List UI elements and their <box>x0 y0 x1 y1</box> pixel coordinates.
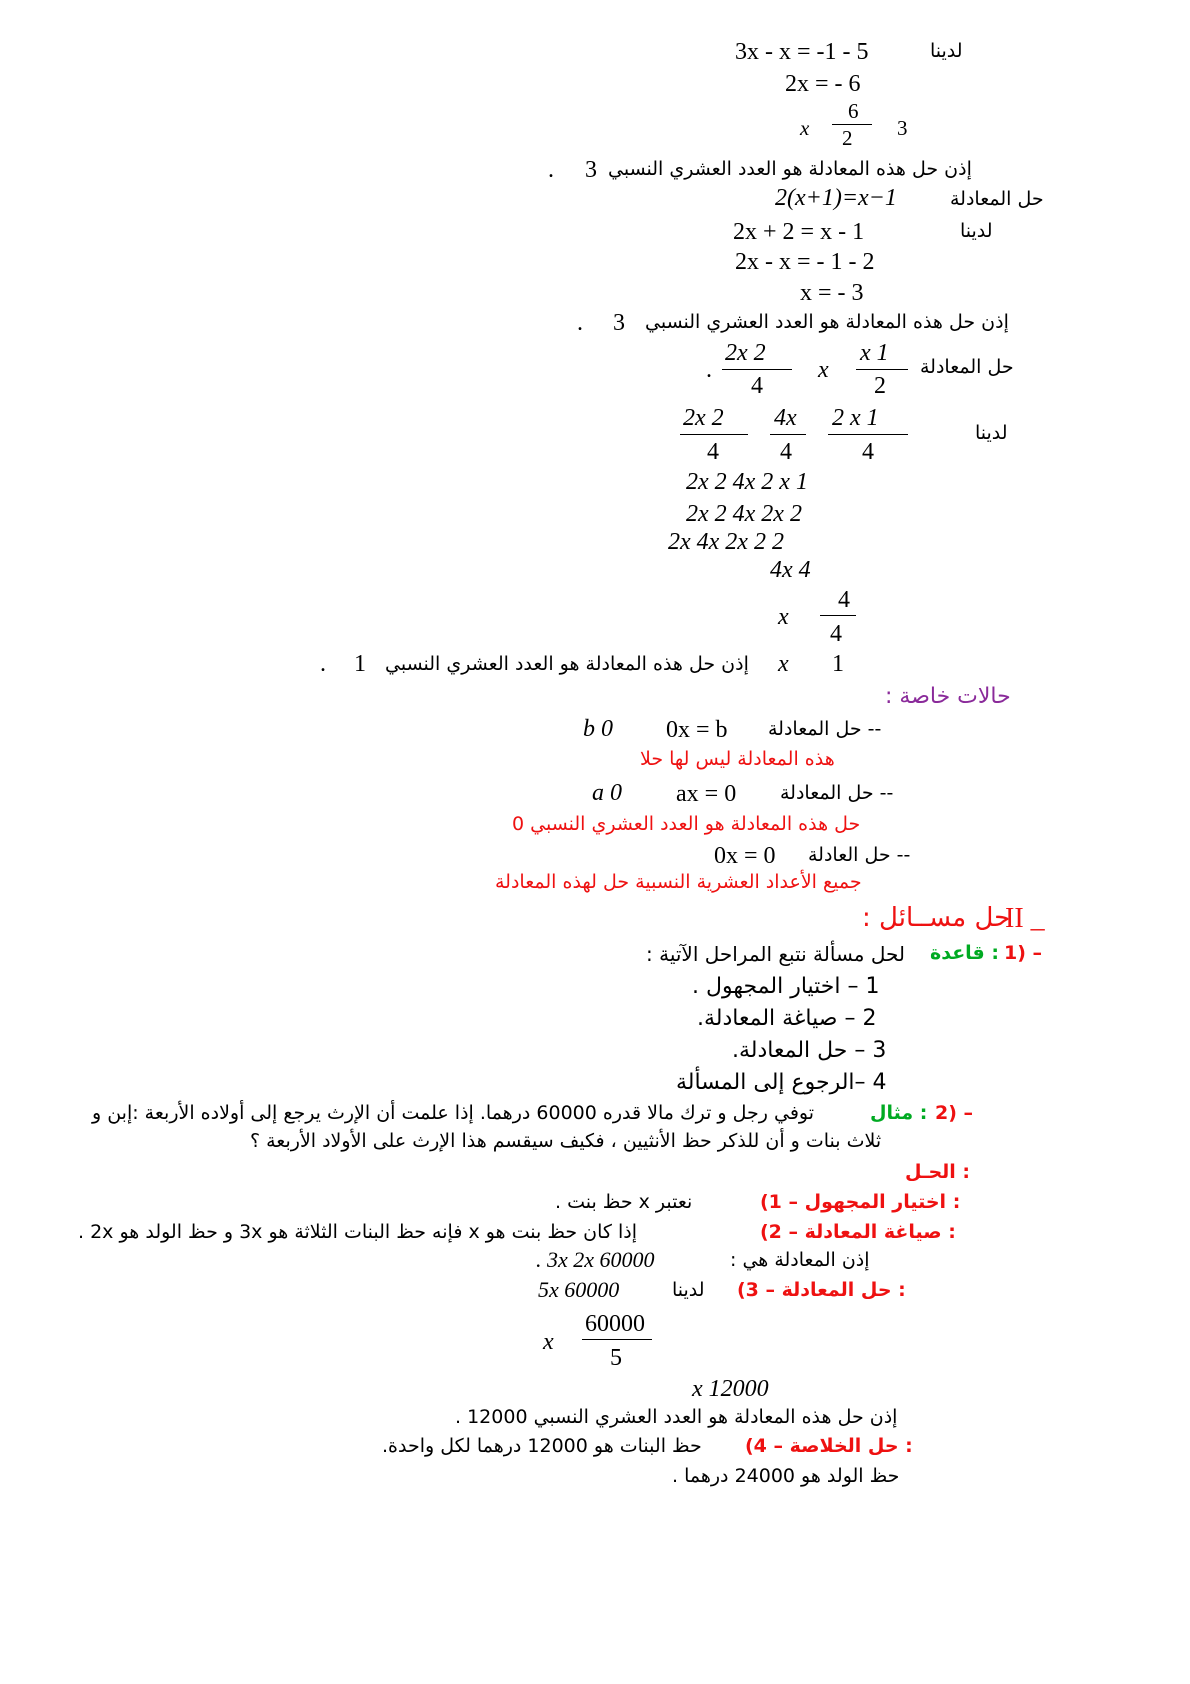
ex1-step3-x: x <box>800 116 810 140</box>
rule-text: لحل مسألة نتبع المراحل الآتية : <box>646 942 906 966</box>
ex3-ladayna: لدينا <box>975 422 1008 444</box>
ex3-s1-c-num: 2 x 1 <box>832 405 879 431</box>
ex3-step2: 2x 2 4x 2 x 1 <box>686 469 808 495</box>
ex3-s1-c-den: 4 <box>862 439 874 465</box>
solution-step3-num: 60000 <box>585 1311 645 1337</box>
special-c1-cond: b 0 <box>583 716 613 742</box>
ex3-eq-dot: . <box>706 357 712 383</box>
ex1-step1: 3x - x = -1 - 5 <box>735 39 869 65</box>
example-text-line1: توفي رجل و ترك مالا قدره 60000 درهما. إذا علمت أن الإرث يرجع إلى أولاده الأربعة :إبن و <box>92 1102 815 1124</box>
ex3-step3: 2x 2 4x 2x 2 <box>686 501 802 527</box>
ex1-step3-num: 6 <box>848 99 859 123</box>
solution-step2-label: (2 – صياغة المعادلة : <box>760 1221 956 1243</box>
ex2-equation: 2(x+1)=x−1 <box>775 185 897 211</box>
ex2-step3: x = - 3 <box>800 280 864 306</box>
special-c1-label: -- حل المعادلة <box>768 718 882 740</box>
ex3-s1-a-num: 2x 2 <box>683 405 724 431</box>
special-c2-cond: a 0 <box>592 780 622 806</box>
ex3-step6-den: 4 <box>830 621 842 647</box>
example-text-line2: ثلاث بنات و أن للذكر حظ الأنثيين ، فكيف سيقسم هذا الإرث على الأولاد الأربعة ؟ <box>250 1130 882 1152</box>
example-label: مثال : <box>870 1102 928 1124</box>
solution-step3-label: (3 – حل المعادلة : <box>737 1279 906 1301</box>
special-c3-result: جميع الأعداد العشرية النسبية حل لهذه المعادلة <box>495 871 862 893</box>
solution-step4-text2: حظ الولد هو 24000 درهما . <box>672 1465 900 1487</box>
solution-step2-text: إذا كان حظ بنت هو x فإنه حظ البنات الثلاثة هو 3x و حظ الولد هو 2x . <box>78 1221 638 1243</box>
ex2-conclusion-value: 3 <box>613 310 625 336</box>
solution-step3-result: x 12000 <box>692 1376 769 1402</box>
solution-step3-den: 5 <box>610 1345 622 1371</box>
ex3-eq-right-den: 2 <box>874 373 886 399</box>
ex1-step3-result: 3 <box>897 116 908 140</box>
ex2-conclusion: إذن حل هذه المعادلة هو العدد العشري النسبي <box>645 311 1009 333</box>
ex3-step5: 4x 4 <box>770 557 811 583</box>
ex3-step6-x: x <box>778 604 789 630</box>
problems-heading: حل مســائل : <box>862 903 1011 933</box>
ex3-s1-b-num: 4x <box>774 405 797 431</box>
step-2: 2 – صياغة المعادلة. <box>697 1006 877 1031</box>
ex3-eq-left-den: 4 <box>751 373 763 399</box>
ex1-conclusion: إذن حل هذه المعادلة هو العدد العشري النسبي <box>608 158 972 180</box>
ex3-conclusion: إذن حل هذه المعادلة هو العدد العشري النسبي <box>385 653 749 675</box>
special-c3-label: -- حل العادلة <box>808 844 911 866</box>
special-c1-eq: 0x = b <box>666 717 728 743</box>
ex1-step3-den: 2 <box>842 126 853 150</box>
ex3-s1-b-bar <box>770 434 806 435</box>
ex1-conclusion-value: 3 <box>585 157 597 183</box>
problems-heading-number: II _ <box>1005 903 1045 934</box>
ex3-step7-x: x <box>778 651 789 677</box>
solution-step1-text: نعتبر x حظ بنت . <box>555 1191 693 1213</box>
solution-step3-line1: 5x 60000 <box>538 1277 620 1302</box>
solution-label: الحـل : <box>905 1161 971 1183</box>
ex3-step7-val: 1 <box>832 651 844 677</box>
ex1-frac-bar <box>832 124 872 125</box>
ex3-eq-right-bar <box>856 369 908 370</box>
ex1-step2: 2x = - 6 <box>785 71 861 97</box>
step-1: 1 – اختيار المجهول . <box>692 974 880 999</box>
special-c2-result: حل هذه المعادلة هو العدد العشري النسبي 0 <box>512 813 861 835</box>
ex3-dot: . <box>320 651 326 677</box>
ex3-step4: 2x 4x 2x 2 2 <box>668 529 784 555</box>
ex1-dot: . <box>548 157 554 183</box>
ex3-eq-left-num: 2x 2 <box>725 340 766 366</box>
solution-step3-ladayna: لدينا <box>672 1279 705 1301</box>
ex3-eq-left-bar <box>722 369 792 370</box>
step-4: 4 –الرجوع إلى المسألة <box>676 1070 887 1095</box>
solution-step2-eq: . 3x 2x 60000 <box>536 1247 655 1272</box>
special-c2-label: -- حل المعادلة <box>780 782 894 804</box>
special-cases-title: حالات خاصة : <box>885 684 1011 709</box>
ex3-step6-bar <box>820 615 856 616</box>
ex3-eq-mid: x <box>818 357 829 383</box>
ex3-s1-a-den: 4 <box>707 439 719 465</box>
rule-label: قاعدة : <box>930 942 999 964</box>
ex3-eq-right-num: x 1 <box>860 340 889 366</box>
ex2-dot: . <box>577 310 583 336</box>
ex2-step2: 2x - x = - 1 - 2 <box>735 249 875 275</box>
special-c2-eq: ax = 0 <box>676 781 737 807</box>
ex3-s1-b-den: 4 <box>780 439 792 465</box>
ex3-conclusion-value: 1 <box>354 651 366 677</box>
ex3-step6-num: 4 <box>838 587 850 613</box>
solution-step4-label: (4 – حل الخلاصة : <box>745 1435 913 1457</box>
solution-step3-conclusion: إذن حل هذه المعادلة هو العدد العشري النسبي 12000 . <box>455 1406 898 1428</box>
special-c1-result: هذه المعادلة ليس لها حلا <box>640 748 835 770</box>
ex1-ladayna: لدينا <box>930 40 963 62</box>
solution-step4-text: حظ البنات هو 12000 درهما لكل واحدة. <box>382 1435 702 1457</box>
step-3: 3 – حل المعادلة. <box>732 1038 887 1063</box>
solution-step2-eq-label: إذن المعادلة هي : <box>730 1249 870 1271</box>
solution-step3-bar <box>582 1339 652 1340</box>
ex2-step1: 2x + 2 = x - 1 <box>733 219 865 245</box>
special-c3-eq: 0x = 0 <box>714 843 776 869</box>
solution-step1-label: (1 – اختيار المجهول : <box>760 1191 961 1213</box>
ex3-s1-c-bar <box>828 434 908 435</box>
ex3-s1-a-bar <box>680 434 748 435</box>
ex2-ladayna: لدينا <box>960 220 993 242</box>
ex3-label: حل المعادلة <box>920 356 1014 378</box>
solution-step3-x: x <box>543 1329 554 1355</box>
example-number: 2) – <box>935 1102 974 1124</box>
rule-number: 1) – <box>1004 942 1043 964</box>
ex2-label: حل المعادلة <box>950 188 1044 210</box>
